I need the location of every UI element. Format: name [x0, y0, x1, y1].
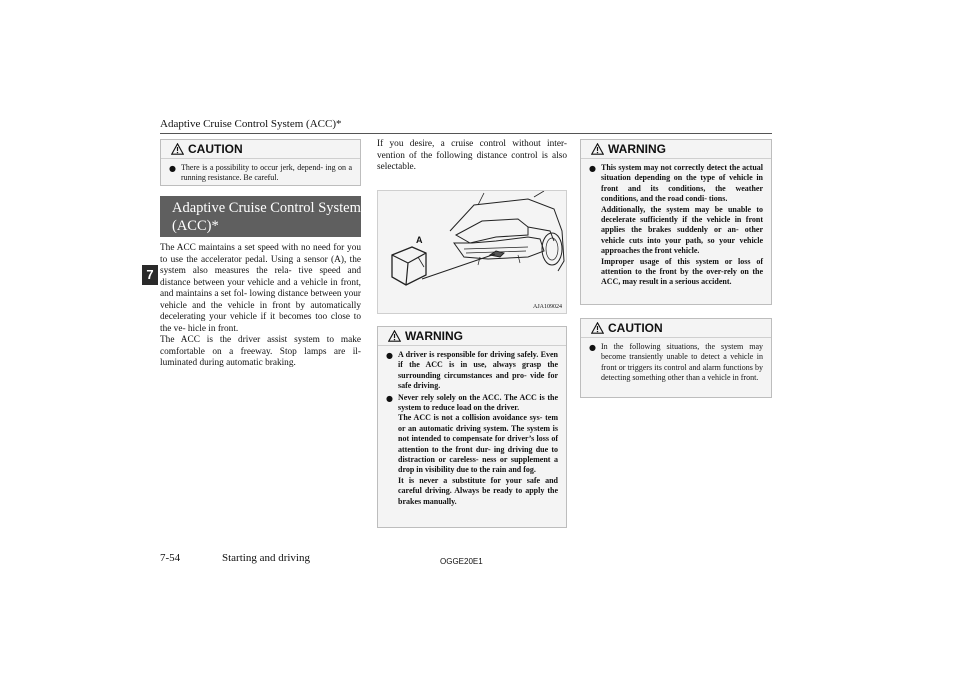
footer-section: Starting and driving: [222, 552, 310, 564]
body-paragraph: The ACC is the driver assist system to make comfortable on a freeway. Stop lamps are il- luminated during automatic braking.: [160, 335, 361, 368]
bullet-icon: ●: [589, 164, 596, 173]
right-caution-box: [580, 318, 772, 398]
page-number: 7-54: [160, 552, 181, 564]
bullet-icon: ●: [386, 393, 393, 403]
middle-warning-box: [377, 326, 567, 528]
caution-item: [169, 163, 352, 184]
caution-text: There is a possibility to occur jerk, depend- ing on a running resistance. Be careful.: [181, 163, 352, 183]
warning-item: [386, 350, 558, 392]
warning-triangle-icon: [388, 330, 401, 342]
warning-text: Improper usage of this system or loss of attention to the front by the over-rely on the ACC, may result in a serious accident.: [601, 256, 763, 287]
warning-label: WARNING: [608, 142, 666, 156]
warning-text: A driver is responsible for driving safely. Even if the ACC is in use, always grasp the surrounding circumstances and pro- vide for safe driving.: [398, 350, 558, 391]
warning-triangle-icon: [591, 143, 604, 155]
caution-label: CAUTION: [188, 142, 243, 156]
warning-triangle-icon: [171, 143, 184, 155]
middle-body-text: [377, 139, 567, 174]
bullet-icon: ●: [589, 343, 596, 352]
warning-text: The ACC is not a collision avoidance sys- tem or an automatic driving system. The system is not intended to compensate for driver’s loss of attention to the front dur- ing driving due to distraction or careless- ness or supplement a drop in visibility due to the rain and fog.: [398, 413, 558, 475]
running-header: Adaptive Cruise Control System (ACC)*: [160, 118, 342, 130]
right-warning-box: [580, 139, 772, 305]
warning-text: It is never a substitute for your safe and careful driving. Always be ready to apply the brakes manually.: [398, 475, 558, 506]
caution-label: CAUTION: [608, 321, 663, 335]
caution-header: [581, 319, 771, 338]
warning-item: [589, 163, 763, 288]
warning-text: Additionally, the system may be unable to decelerate sufficiently if the vehicle in front applies the brakes suddenly or an- other vehicle cuts into your path, so your vehicle approaches the front vehicle.: [601, 204, 763, 256]
figure-callout-label: A: [416, 235, 423, 245]
sensor-figure: [377, 190, 567, 314]
warning-text: Never rely solely on the ACC. The ACC is the system to reduce load on the driver.: [398, 392, 558, 413]
left-caution-box: [160, 139, 361, 186]
warning-item: [386, 393, 558, 507]
body-paragraph: The ACC maintains a set speed with no need for you to use the accelerator pedal. Using a sensor (A), the system also measures the rela- tive speed and distance between your vehicle and a vehicle in front, and maintains a set fol- lowing distance between your vehicle and the vehicle in front by automatically decelerating your vehicle if it becomes too close to the ve- hicle in front.: [160, 243, 361, 334]
left-body-text: [160, 243, 361, 370]
warning-text: This system may not correctly detect the actual situation depending on the type of vehicle in front and its conditions, the weather conditions, and the road condi- tions.: [601, 163, 763, 204]
caution-text: In the following situations, the system may become transiently unable to detect a vehicle in front or triggers its control and alarm functions by detecting something other than a vehicle in front.: [601, 342, 763, 383]
body-paragraph: If you desire, a cruise control without inter- vention of the following distance control is also selectable.: [377, 139, 567, 172]
caution-header: [161, 140, 360, 159]
warning-header: [378, 327, 566, 346]
caution-item: [589, 342, 763, 384]
vehicle-front-illustration: [378, 191, 566, 313]
bullet-icon: ●: [386, 351, 393, 360]
warning-header: [581, 140, 771, 159]
warning-label: WARNING: [405, 329, 463, 343]
warning-triangle-icon: [591, 322, 604, 334]
section-heading: Adaptive Cruise Control System (ACC)*: [160, 196, 361, 237]
figure-code: AJA109024: [532, 304, 562, 310]
chapter-tab: 7: [142, 265, 158, 285]
header-rule: [160, 133, 772, 134]
document-code: OGGE20E1: [440, 557, 483, 566]
bullet-icon: ●: [169, 164, 176, 173]
